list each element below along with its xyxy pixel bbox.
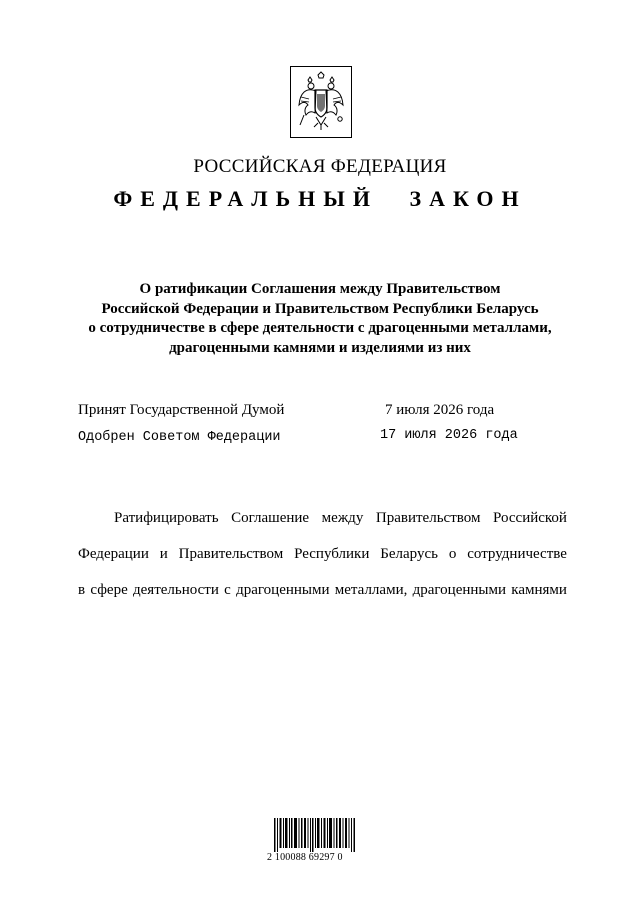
double-headed-eagle-icon <box>296 71 346 133</box>
law-subject <box>60 280 580 358</box>
council-approval-date: 17 июля 2026 года <box>380 428 518 443</box>
subject-line: Российской Федерации и Правительством Республики Беларусь <box>101 300 539 317</box>
country-heading: РОССИЙСКАЯ ФЕДЕРАЦИЯ <box>193 156 447 177</box>
barcode-number: 2 100088 69297 0 <box>267 852 343 863</box>
subject-line: драгоценными камнями и изделиями из них <box>169 339 471 356</box>
council-approval-label: Одобрен Советом Федерации <box>78 430 281 445</box>
body-text-line: Федерации и Правительством Республики Беларусь о сотрудничестве <box>78 546 567 562</box>
law-title: ФЕДЕРАЛЬНЫЙ ЗАКОН <box>113 186 527 211</box>
subject-line: О ратификации Соглашения между Правительством <box>139 281 501 297</box>
duma-adoption-date: 7 июля 2026 года <box>385 402 495 418</box>
duma-adoption-label: Принят Государственной Думой <box>78 402 285 418</box>
coat-of-arms-frame <box>290 66 352 138</box>
body-text-line: Ратифицировать Соглашение между Правительством Российской <box>114 510 567 526</box>
barcode <box>274 818 356 856</box>
subject-line: о сотрудничестве в сфере деятельности с драгоценными металлами, <box>88 320 552 336</box>
body-text-line: в сфере деятельности с драгоценными металлами, драгоценными камнями <box>78 582 567 598</box>
